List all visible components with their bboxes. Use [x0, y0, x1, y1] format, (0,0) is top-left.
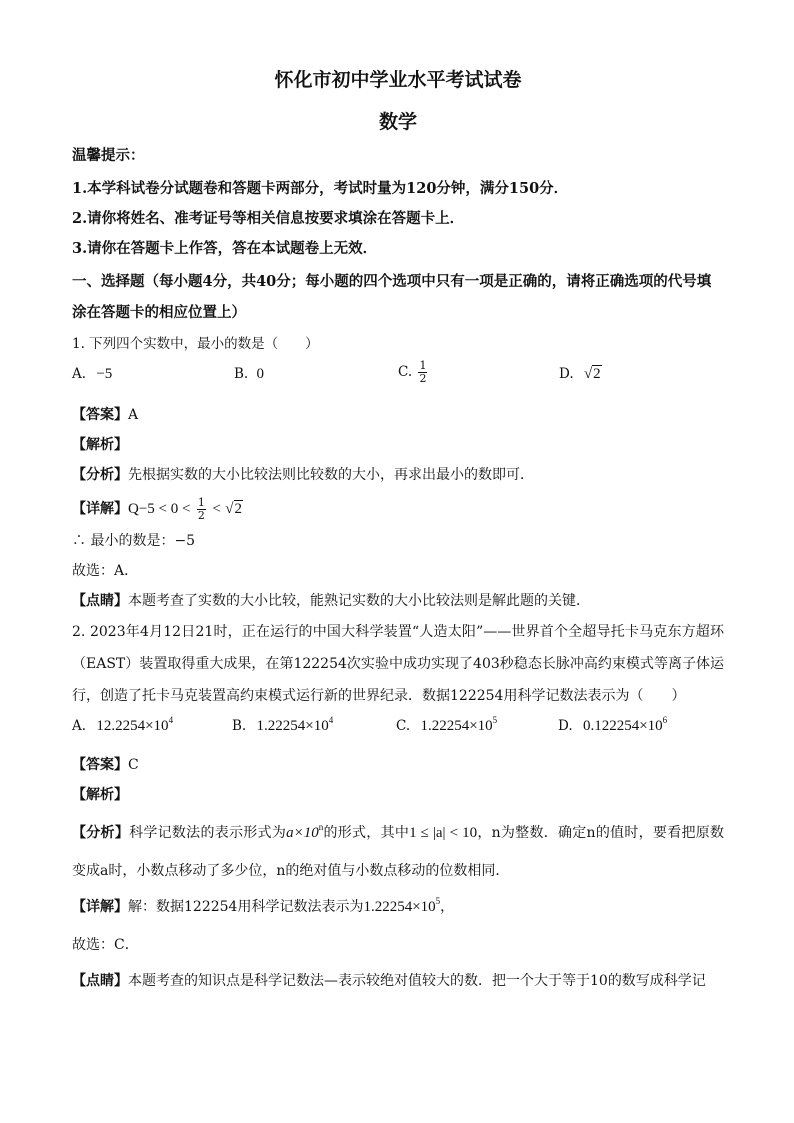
xiangjie-inequality-left: Q−5 < 0 < — [128, 501, 191, 517]
q1-option-b-label: B. — [234, 366, 249, 382]
q1-choose: 故选：A． — [72, 563, 139, 579]
xiangjie-value — [363, 896, 441, 915]
fraction-denominator: 2 — [419, 372, 427, 385]
exam-title: 怀化市初中学业水平考试试卷 — [274, 69, 522, 91]
notice-item-1: 1.本学科试卷分试题卷和答题卡两部分，考试时量为120分钟，满分150分． — [72, 180, 569, 197]
q1-options — [72, 359, 724, 386]
xiangjie-value-base: 1.22254×10 — [363, 899, 436, 915]
fenxi-range: 1 ≤ |a| < 10 — [409, 825, 478, 841]
exam-subject: 数学 — [378, 111, 417, 133]
fenxi-text: 先根据实数的大小比较法则比较数的大小，再求出最小的数即可． — [128, 467, 534, 483]
fraction-numerator: 1 — [419, 359, 427, 372]
dianjing-text: 本题考查的知识点是科学记数法—表示较绝对值较大的数．把一个大于等于10的数写成科学记 — [128, 973, 706, 989]
notice-heading: 温馨提示： — [72, 147, 145, 164]
q2-option-a — [72, 715, 174, 735]
q2-option-b-value — [256, 715, 334, 734]
fraction-numerator: 1 — [197, 495, 205, 509]
q2-option-d-base: 0.122254×10 — [582, 718, 663, 734]
fenxi-text-3: ，n为整数．确定n的值时，要看把原数变成a时，小数点移动了多少位，n的绝对值与小数点移动的位数相同． — [72, 825, 725, 879]
q1-conclusion: ∴ 最小的数是：−5 — [72, 533, 196, 549]
q2-stem: 2. 2023年4月12日21时，正在运行的中国大科学装置“人造太阳”——世界首个全超导托卡马克东方超环（EAST）装置取得重大成果，在第122254次实验中成功实现了403秒稳态长脉冲高约束模式等离子体运行，创造了托卡马克装置高约束模式运行新的世界纪录．数据122254用科学记数法表示为（ ） — [72, 624, 724, 704]
sqrt-radicand: 2 — [593, 366, 601, 382]
q2-answer — [72, 752, 724, 778]
q1-option-a-label: A. — [72, 366, 87, 382]
notice-item-3: 3.请你在答题卡上作答，答在本试题卷上无效． — [72, 240, 378, 257]
fenxi-formula — [286, 822, 324, 841]
fenxi-formula-exp: n — [318, 822, 324, 832]
q2-option-b-base: 1.22254×10 — [256, 718, 329, 734]
q2-analysis-tag: 【解析】 — [72, 787, 128, 803]
q1-xiangjie — [72, 494, 724, 524]
dianjing-text: 本题考查了实数的大小比较，能熟记实数的大小比较法则是解此题的关键． — [128, 593, 590, 609]
fenxi-tag: 【分析】 — [72, 467, 128, 483]
answer-tag: 【答案】 — [72, 407, 128, 423]
q1-option-d-label: D. — [559, 366, 574, 382]
q2-option-b — [232, 715, 334, 735]
q1-option-d — [559, 366, 602, 383]
notice-item-2: 2.请你将姓名、准考证号等相关信息按要求填涂在答题卡上． — [72, 210, 465, 227]
q1-answer — [72, 402, 724, 428]
dianjing-tag: 【点睛】 — [72, 973, 128, 989]
q2-option-c — [396, 715, 498, 735]
xiangjie-comma: ， — [440, 899, 455, 915]
fenxi-tag: 【分析】 — [72, 825, 130, 841]
sqrt-radicand: 2 — [234, 501, 243, 517]
q1-option-c — [398, 360, 429, 385]
q2-option-a-base: 12.2254×10 — [96, 718, 169, 734]
xiangjie-value-exp: 5 — [435, 896, 441, 906]
q2-option-d-label: D. — [558, 718, 573, 734]
fraction-denominator: 2 — [197, 508, 205, 522]
q1-option-a-value: −5 — [96, 366, 113, 382]
q2-options — [72, 715, 724, 738]
xiangjie-text: 解：数据122254用科学记数法表示为 — [128, 899, 364, 915]
q1-option-b — [234, 366, 264, 383]
q2-option-b-label: B. — [232, 718, 247, 734]
q2-option-a-label: A. — [72, 718, 87, 734]
q2-option-b-exp: 4 — [328, 715, 334, 725]
q2-option-d-value — [582, 715, 668, 734]
q1-option-a — [72, 366, 112, 383]
q2-option-a-value — [96, 715, 174, 734]
xiangjie-tag: 【详解】 — [72, 899, 128, 915]
q1-option-b-value: 0 — [256, 366, 265, 382]
answer-tag: 【答案】 — [72, 757, 128, 773]
xiangjie-sqrt: √2 — [225, 501, 243, 517]
section-heading: 一、选择题（每小题4分，共40分；每小题的四个选项中只有一项是正确的，请将正确选项的代号填涂在答题卡的相应位置上） — [72, 273, 712, 321]
xiangjie-inequality-sign: < — [212, 501, 221, 517]
q1-option-c-label: C. — [398, 364, 413, 380]
q2-choose: 故选：C． — [72, 937, 139, 953]
q2-option-c-base: 1.22254×10 — [420, 718, 493, 734]
q2-fenxi — [72, 814, 724, 890]
answer-value: C — [128, 757, 139, 773]
q1-option-c-fraction — [418, 360, 427, 385]
xiangjie-tag: 【详解】 — [72, 501, 128, 517]
q2-option-d-exp: 6 — [662, 715, 668, 725]
exam-page — [72, 66, 724, 994]
q1-fenxi — [72, 462, 724, 488]
fenxi-text-2: 的形式，其中 — [323, 825, 410, 841]
fenxi-text-1: 科学记数法的表示形式为 — [129, 825, 287, 841]
q2-option-a-exp: 4 — [168, 715, 174, 725]
xiangjie-fraction — [197, 497, 206, 522]
q2-option-c-exp: 5 — [492, 715, 498, 725]
dianjing-tag: 【点睛】 — [72, 593, 128, 609]
q1-dianjing — [72, 588, 724, 614]
answer-value: A — [128, 407, 139, 423]
q2-dianjing — [72, 968, 724, 994]
q1-stem: 1. 下列四个实数中，最小的数是（ ） — [72, 336, 319, 352]
q2-option-c-label: C. — [396, 718, 411, 734]
q2-option-d — [558, 715, 668, 735]
q2-option-c-value — [420, 715, 498, 734]
q1-analysis-tag: 【解析】 — [72, 437, 128, 453]
q2-xiangjie — [72, 892, 724, 922]
q1-option-d-sqrt: √2 — [583, 366, 601, 382]
fenxi-formula-base: a×10 — [286, 825, 319, 841]
